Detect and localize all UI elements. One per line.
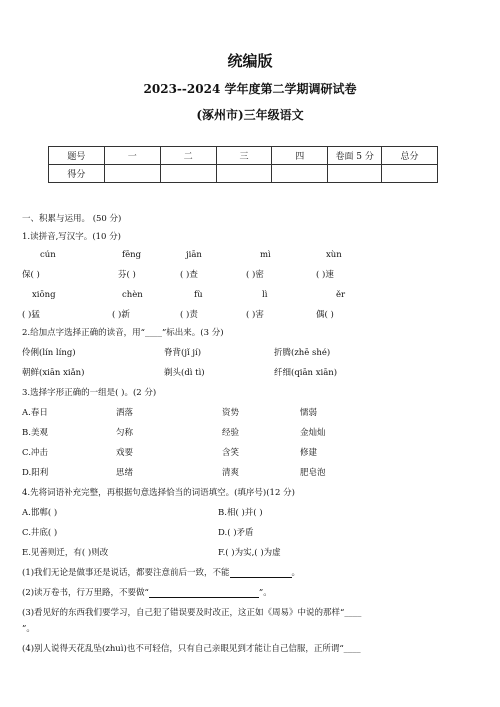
option-word: 含笑 [222, 448, 240, 458]
word-blank[interactable]: ( )密 [246, 270, 264, 280]
idiom-blank[interactable]: B.相( )并( ) [218, 508, 263, 518]
score-cell: 一 [104, 147, 160, 165]
score-input-cell[interactable] [216, 165, 272, 183]
doc-edition-title: 统编版 [227, 52, 273, 70]
sentence-text: (1)我们无论是做事还是说话，都要注意前后一致，不能 [22, 568, 230, 578]
score-cell: 总分 [382, 147, 438, 165]
word-blank[interactable]: ( )速 [316, 270, 334, 280]
pinyin: jiān [186, 250, 202, 260]
score-input-cell[interactable] [328, 165, 382, 183]
score-cell: 四 [272, 147, 328, 165]
sentence-3: (3)看见好的东西我们要学习，自己犯了错误要及时改正，这正如《周易》中说的那样“____ [22, 608, 362, 618]
answer-blank[interactable] [149, 588, 259, 598]
word-blank[interactable]: ( )新 [112, 310, 130, 320]
option-word: 戏要 [116, 448, 134, 458]
sentence-2 [22, 586, 272, 598]
word-blank[interactable]: 芬( ) [118, 270, 136, 280]
pinyin: lì [262, 290, 268, 300]
question-3-label: 3.选择字形正确的一组是( )。(2 分) [22, 388, 157, 398]
score-cell: 二 [160, 147, 216, 165]
word-blank[interactable]: ( )责 [180, 310, 198, 320]
idiom-blank[interactable]: D.( )矛盾 [218, 528, 254, 538]
score-cell: 题号 [49, 147, 105, 165]
option-b[interactable]: B.美观 [22, 428, 48, 438]
sentence-4: (4)别人说得天花乱坠(zhuì)也不可轻信，只有自己亲眼见到才能让自己信服，正所谓“____ [22, 644, 361, 654]
answer-blank[interactable] [230, 568, 292, 578]
score-table-score-row [49, 165, 438, 183]
pinyin: fù [194, 290, 203, 300]
score-input-cell[interactable] [104, 165, 160, 183]
option-a[interactable]: A.春日 [22, 408, 48, 418]
word-blank[interactable]: ( )查 [180, 270, 198, 280]
score-table [48, 146, 438, 183]
sentence-end: ”。 [258, 588, 272, 598]
option-word: 清爽 [222, 468, 240, 478]
pinyin: xiōng [32, 290, 56, 300]
reading-choice[interactable]: 折腾(zhē shé) [274, 348, 331, 358]
pinyin: mì [260, 250, 271, 260]
pinyin: fēng [122, 250, 142, 260]
option-word: 修建 [300, 448, 318, 458]
score-cell: 三 [216, 147, 272, 165]
option-word: 金灿灿 [300, 428, 326, 438]
doc-grade-title: (涿州市)三年级语文 [196, 108, 304, 122]
option-word: 肥皂泡 [300, 468, 326, 478]
question-4-label: 4.先将词语补充完整，再根据句意选择恰当的词语填空。(填序号)(12 分) [22, 488, 295, 498]
option-word: 经验 [222, 428, 240, 438]
reading-choice[interactable]: 朝鲜(xiān xiǎn) [22, 368, 85, 378]
idiom-blank[interactable]: A.邯郸( ) [22, 508, 58, 518]
score-input-cell[interactable] [160, 165, 216, 183]
score-row-label: 得分 [49, 165, 105, 183]
option-word: 资势 [222, 408, 240, 418]
section-heading: 一、积累与运用。 (50 分) [22, 214, 122, 224]
word-blank[interactable]: 保( ) [22, 270, 40, 280]
sentence-text: (2)读万卷书，行万里路，不要做“ [22, 588, 149, 598]
word-blank[interactable]: 偶( ) [316, 310, 334, 320]
score-cell: 卷面 5 分 [328, 147, 382, 165]
word-blank[interactable]: ( )猛 [22, 310, 40, 320]
option-c[interactable]: C.冲击 [22, 448, 48, 458]
reading-choice[interactable]: 纤细(qiān xiān) [274, 368, 338, 378]
sentence-1 [22, 566, 300, 578]
option-word: 懦弱 [300, 408, 318, 418]
pinyin: chèn [122, 290, 143, 300]
sentence-3-cont: ”。 [22, 624, 35, 634]
question-2-label: 2.给加点字选择正确的读音，用“____”标出来。(3 分) [22, 328, 224, 338]
score-table-header-row [49, 147, 438, 165]
word-blank[interactable]: ( )害 [246, 310, 264, 320]
idiom-blank[interactable]: C.井底( ) [22, 528, 58, 538]
idiom-blank[interactable]: E.见善则迁，有( )则改 [22, 548, 109, 558]
score-input-cell[interactable] [382, 165, 438, 183]
option-word: 思绪 [116, 468, 134, 478]
pinyin: ěr [336, 290, 346, 300]
reading-choice[interactable]: 脊背(jǐ jí) [164, 348, 202, 358]
option-word: 洒落 [116, 408, 134, 418]
reading-choice[interactable]: 剃头(dì tì) [164, 368, 205, 378]
doc-exam-title: 2023--2024 学年度第二学期调研试卷 [143, 82, 357, 96]
option-word: 匀称 [116, 428, 134, 438]
question-1-label: 1.读拼音,写汉字。(10 分) [22, 232, 121, 242]
pinyin: cún [40, 250, 56, 260]
sentence-end: 。 [291, 568, 301, 578]
pinyin: xùn [326, 250, 342, 260]
reading-choice[interactable]: 伶俐(lín líng) [22, 348, 76, 358]
option-d[interactable]: D.阳利 [22, 468, 49, 478]
score-input-cell[interactable] [272, 165, 328, 183]
idiom-blank[interactable]: F.( )为实,( )为虚 [218, 548, 281, 558]
